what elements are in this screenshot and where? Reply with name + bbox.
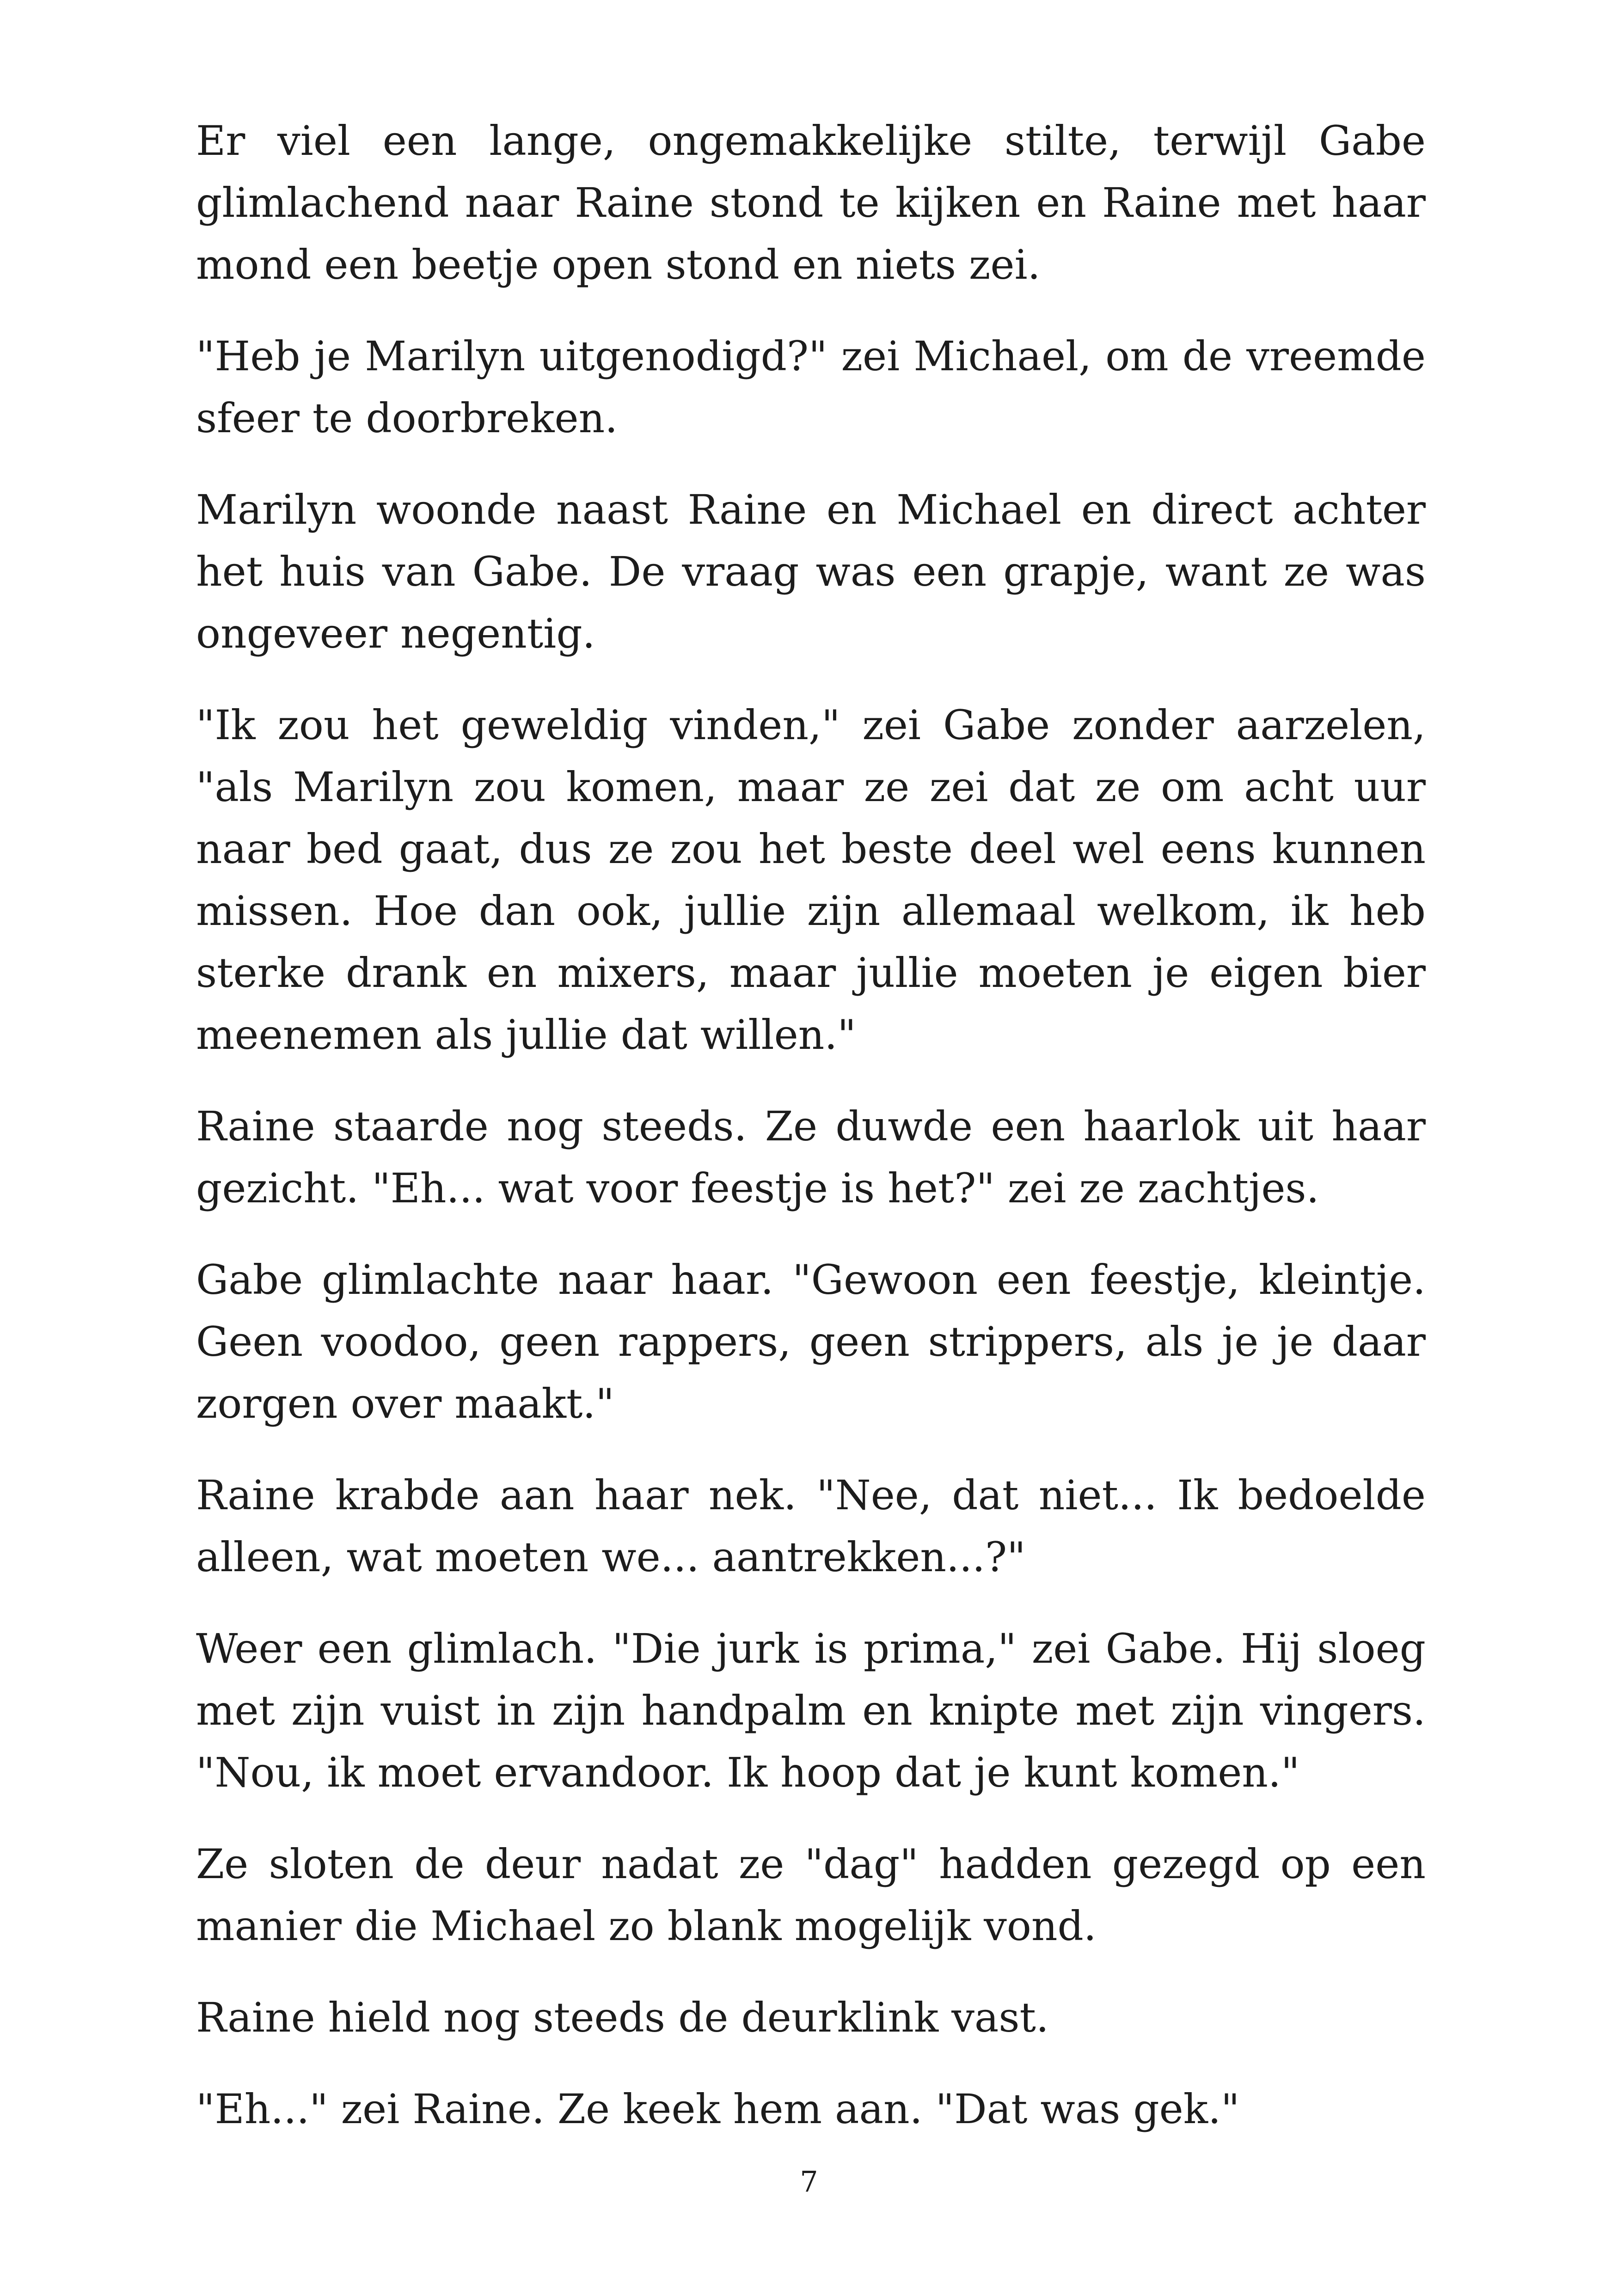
paragraph: Raine staarde nog steeds. Ze duwde een haarlok uit haar gezicht. "Eh... wat voor feestje is het?" zei ze zachtjes. [196, 1102, 1426, 1212]
paragraph: "Eh..." zei Raine. Ze keek hem aan. "Dat was gek." [196, 2085, 1240, 2133]
paragraph: Ze sloten de deur nadat ze "dag" hadden gezegd op een manier die Michael zo blank mogelijk vond. [196, 1840, 1426, 1950]
paragraph: Marilyn woonde naast Raine en Michael en direct achter het huis van Gabe. De vraag was een grapje, want ze was ongeveer negentig. [196, 486, 1426, 657]
paragraph: Weer een glimlach. "Die jurk is prima," zei Gabe. Hij sloeg met zijn vuist in zijn handpalm en knipte met zijn vingers. "Nou, ik moet ervandoor. Ik hoop dat je kunt komen." [196, 1625, 1426, 1796]
body-text [196, 110, 1426, 2170]
paragraph: Gabe glimlachte naar haar. "Gewoon een feestje, kleintje. Geen voodoo, geen rappers, geen strippers, als je je daar zorgen over maakt." [196, 1256, 1426, 1427]
paragraph: Raine hield nog steeds de deurklink vast. [196, 1994, 1049, 2041]
paragraph: "Heb je Marilyn uitgenodigd?" zei Michael, om de vreemde sfeer te doorbreken. [196, 332, 1426, 442]
paragraph: Er viel een lange, ongemakkelijke stilte, terwijl Gabe glimlachend naar Raine stond te kijken en Raine met haar mond een beetje open stond en niets zei. [196, 117, 1426, 288]
page-number: 7 [800, 2165, 818, 2198]
paragraph: "Ik zou het geweldig vinden," zei Gabe zonder aarzelen, "als Marilyn zou komen, maar ze zei dat ze om acht uur naar bed gaat, dus ze zou het beste deel wel eens kunnen missen. Hoe dan ook, jullie zijn allemaal welkom, ik heb sterke drank en mixers, maar jullie moeten je eigen bier meenemen als jullie dat willen." [196, 701, 1426, 1059]
paragraph: Raine krabde aan haar nek. "Nee, dat niet... Ik bedoelde alleen, wat moeten we... aantrekken...?" [196, 1471, 1426, 1581]
